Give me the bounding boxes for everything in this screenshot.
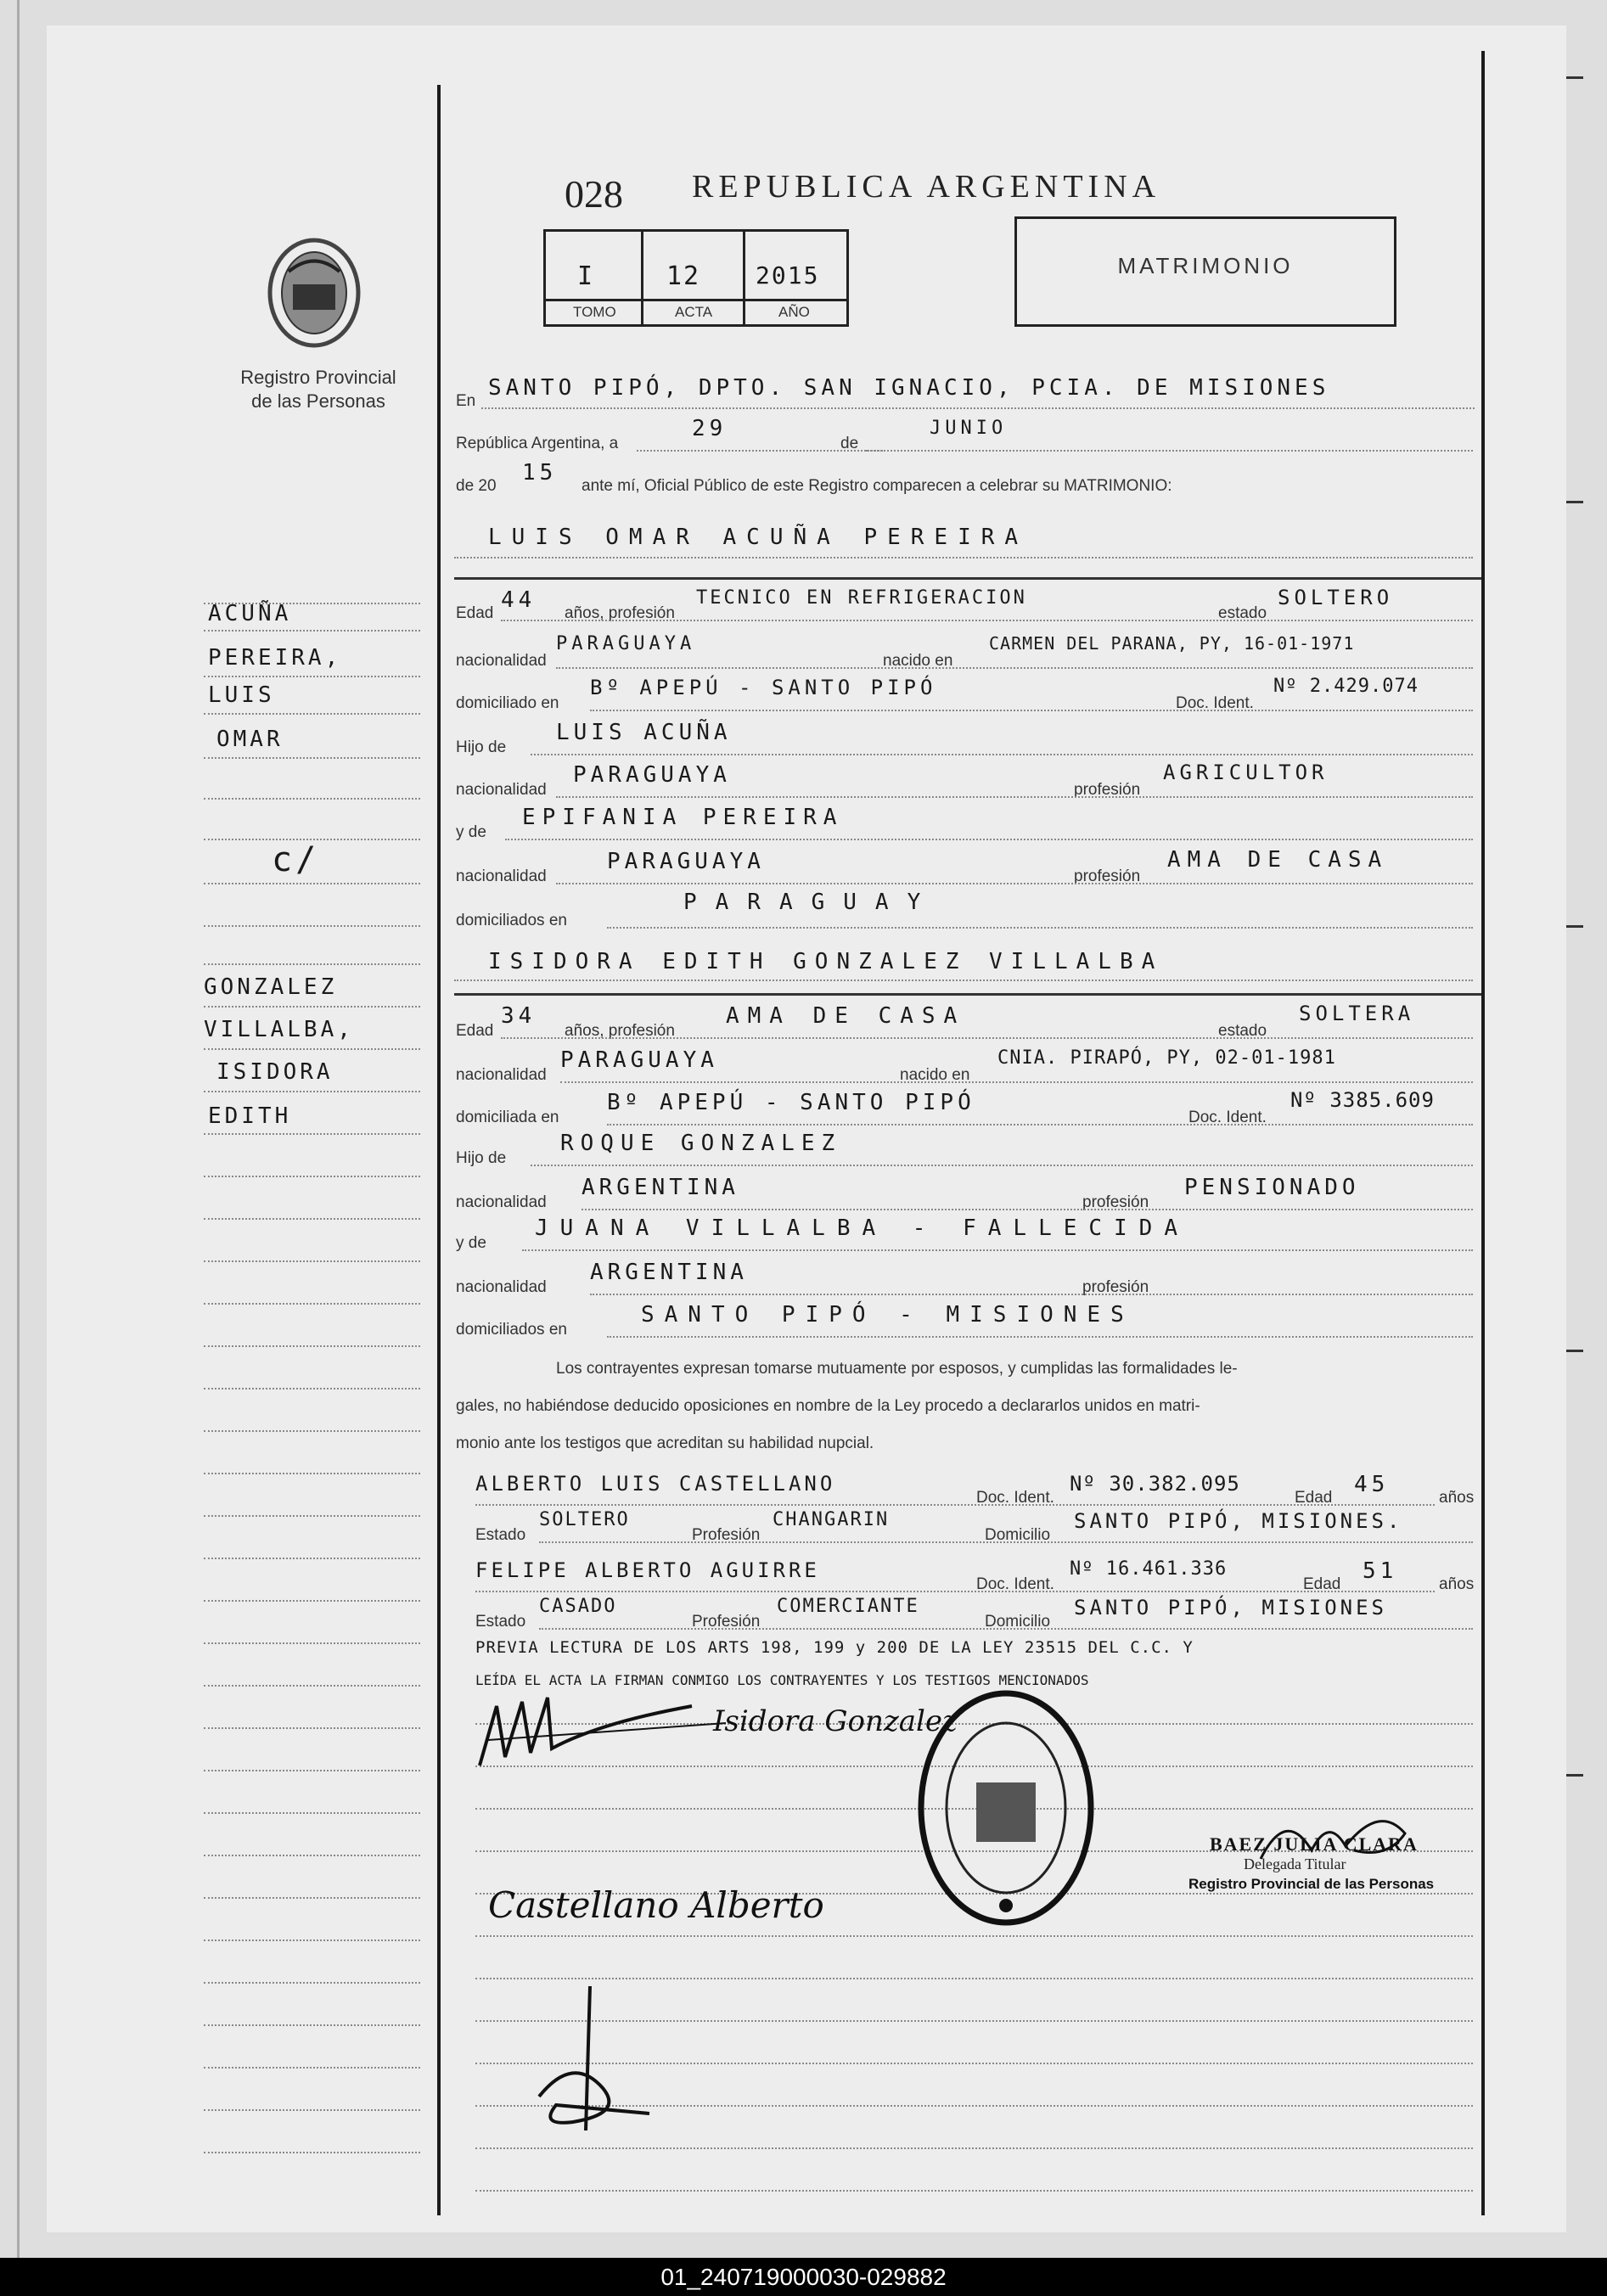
groom-domiciliado-value: Bº APEPÚ - SANTO PIPÓ bbox=[590, 676, 937, 699]
registry-name-line1: Registro Provincial bbox=[240, 367, 396, 388]
margin-groom-line1: ACUÑA bbox=[208, 601, 292, 626]
bride-doc-value: Nº 3385.609 bbox=[1290, 1088, 1435, 1112]
bride-nacionalidad-value: PARAGUAYA bbox=[560, 1047, 718, 1073]
witness2-name: FELIPE ALBERTO AGUIRRE bbox=[475, 1558, 820, 1582]
groom-nacido-value: CARMEN DEL PARANA, PY, 16-01-1971 bbox=[989, 633, 1355, 654]
bride-father-nac-label: nacionalidad bbox=[456, 1193, 547, 1211]
groom-father-prof: AGRICULTOR bbox=[1163, 761, 1329, 784]
witness2-domicilio-value: SANTO PIPÓ, MISIONES bbox=[1074, 1596, 1387, 1620]
box-divider bbox=[543, 299, 849, 301]
groom-father-nac: PARAGUAYA bbox=[573, 762, 731, 788]
row-line bbox=[531, 754, 1473, 755]
groom-yde-label: y de bbox=[456, 823, 486, 841]
bride-domiciliado-label: domiciliada en bbox=[456, 1109, 559, 1126]
bride-father-prof: PENSIONADO bbox=[1184, 1175, 1360, 1200]
row-line bbox=[501, 620, 1473, 621]
witness1-doc-label: Doc. Ident. bbox=[976, 1489, 1054, 1507]
groom-mother-nac-label: nacionalidad bbox=[456, 867, 547, 885]
witness2-profesion-value: COMERCIANTE bbox=[777, 1596, 919, 1617]
bride-hijo-label: Hijo de bbox=[456, 1149, 507, 1167]
bride-yde-label: y de bbox=[456, 1234, 486, 1252]
groom-mother-prof: AMA DE CASA bbox=[1167, 847, 1389, 873]
witness2-anos-label: años bbox=[1439, 1575, 1475, 1593]
row-line bbox=[607, 1124, 1473, 1126]
groom-edad-value: 44 bbox=[501, 587, 537, 613]
bride-father-name: ROQUE GONZALEZ bbox=[560, 1131, 842, 1156]
groom-doc-label: Doc. Ident. bbox=[1176, 694, 1254, 712]
witness2-estado-value: CASADO bbox=[539, 1596, 617, 1617]
official-seal-stamp-icon bbox=[913, 1681, 1099, 1935]
groom-mother-prof-label: profesión bbox=[1074, 867, 1141, 885]
en-label: En bbox=[456, 392, 476, 410]
row-line bbox=[505, 839, 1473, 840]
bride-nacionalidad-label: nacionalidad bbox=[456, 1066, 547, 1084]
record-type: MATRIMONIO bbox=[1117, 253, 1294, 278]
acta-value: 12 bbox=[666, 261, 701, 291]
margin-bride-line2: VILLALBA, bbox=[204, 1017, 354, 1042]
witness1-domicilio-label: Domicilio bbox=[985, 1526, 1051, 1544]
row-line bbox=[501, 1037, 1473, 1039]
bride-domiciliado-value: Bº APEPÚ - SANTO PIPÓ bbox=[607, 1090, 975, 1115]
en-line bbox=[481, 407, 1475, 409]
groom-hijo-label: Hijo de bbox=[456, 738, 507, 756]
bride-doc-label: Doc. Ident. bbox=[1188, 1109, 1267, 1126]
row-line bbox=[556, 667, 1473, 669]
scan-filename: 01_240719000030-029882 bbox=[0, 2258, 1607, 2296]
groom-nacionalidad-label: nacionalidad bbox=[456, 652, 547, 670]
official-signature-icon bbox=[1252, 1799, 1422, 1876]
month-line bbox=[866, 450, 1473, 452]
row-line bbox=[560, 1081, 1473, 1083]
witness1-domicilio-value: SANTO PIPÓ, MISIONES. bbox=[1074, 1509, 1403, 1533]
witness2-edad-value: 51 bbox=[1363, 1558, 1398, 1584]
witness1-estado-value: SOLTERO bbox=[539, 1509, 630, 1530]
section-divider bbox=[454, 993, 1481, 996]
witness2-doc-label: Doc. Ident. bbox=[976, 1575, 1054, 1593]
bride-edad-label: Edad bbox=[456, 1022, 494, 1040]
name-line bbox=[454, 980, 1473, 981]
row-line bbox=[475, 1504, 1435, 1506]
groom-full-name: LUIS OMAR ACUÑA PEREIRA bbox=[488, 525, 1029, 550]
witness1-estado-label: Estado bbox=[475, 1526, 526, 1544]
witness2-signature-icon bbox=[522, 1978, 675, 2147]
groom-edad-label: Edad bbox=[456, 604, 494, 622]
day-value: 29 bbox=[692, 416, 728, 441]
row-line bbox=[590, 1294, 1473, 1295]
margin-bride-line4: EDITH bbox=[208, 1103, 292, 1129]
witness2-profesion-label: Profesión bbox=[692, 1613, 761, 1631]
box-divider bbox=[743, 229, 745, 327]
row-line bbox=[539, 1541, 1473, 1543]
witness2-edad-label: Edad bbox=[1303, 1575, 1341, 1593]
groom-nacionalidad-value: PARAGUAYA bbox=[556, 633, 696, 654]
place-value: SANTO PIPÓ, DPTO. SAN IGNACIO, PCIA. DE MISIONES bbox=[488, 375, 1330, 401]
groom-signature-icon bbox=[471, 1689, 743, 1782]
groom-estado-label: estado bbox=[1218, 604, 1267, 622]
row-line bbox=[475, 1591, 1435, 1592]
closing-line2: LEÍDA EL ACTA LA FIRMAN CONMIGO LOS CONTRAYENTES Y LOS TESTIGOS MENCIONADOS bbox=[475, 1672, 1089, 1688]
intro-text: ante mí, Oficial Público de este Registro comparecen a celebrar su MATRIMONIO: bbox=[582, 477, 1172, 495]
groom-mother-nac: PARAGUAYA bbox=[607, 849, 765, 874]
registry-name-line2: de las Personas bbox=[251, 390, 385, 412]
bride-full-name: ISIDORA EDITH GONZALEZ VILLALBA bbox=[488, 949, 1164, 974]
name-line bbox=[454, 557, 1473, 559]
republica-label: República Argentina, a bbox=[456, 435, 619, 452]
witness2-estado-label: Estado bbox=[475, 1613, 526, 1631]
bride-profesion-value: AMA DE CASA bbox=[726, 1003, 966, 1029]
declaration-line3: monio ante los testigos que acreditan su habilidad nupcial. bbox=[456, 1434, 874, 1452]
margin-bride-line1: GONZALEZ bbox=[204, 974, 338, 1000]
row-line bbox=[590, 710, 1473, 711]
groom-estado-value: SOLTERO bbox=[1278, 586, 1394, 609]
box-divider bbox=[641, 229, 643, 327]
witness1-anos-label: años bbox=[1439, 1489, 1475, 1507]
groom-parents-dom: PARAGUAY bbox=[683, 890, 940, 915]
year-label: de 20 bbox=[456, 477, 497, 495]
country-title: REPUBLICA ARGENTINA bbox=[692, 169, 1161, 205]
margin-groom-line2: PEREIRA, bbox=[208, 645, 342, 671]
row-line bbox=[531, 1165, 1473, 1166]
witness1-edad-value: 45 bbox=[1354, 1472, 1390, 1497]
margin-bride-line3: ISIDORA bbox=[216, 1059, 334, 1085]
row-line bbox=[582, 1209, 1473, 1210]
month-value: JUNIO bbox=[930, 418, 1008, 439]
witness1-profesion-value: CHANGARIN bbox=[773, 1509, 890, 1530]
provincial-seal-icon bbox=[263, 233, 365, 352]
bride-nacido-value: CNIA. PIRAPÓ, PY, 02-01-1981 bbox=[997, 1047, 1336, 1069]
de-label: de bbox=[840, 435, 859, 452]
bride-estado-label: estado bbox=[1218, 1022, 1267, 1040]
groom-parents-dom-label: domiciliados en bbox=[456, 912, 567, 929]
row-line bbox=[522, 1249, 1473, 1251]
record-number: 028 bbox=[565, 172, 623, 216]
closing-line1: PREVIA LECTURA DE LOS ARTS 198, 199 y 200 DE LA LEY 23515 DEL C.C. Y bbox=[475, 1638, 1194, 1657]
anio-value: 2015 bbox=[756, 261, 820, 289]
bride-edad-value: 34 bbox=[501, 1003, 537, 1029]
bride-mother-nac: ARGENTINA bbox=[590, 1260, 748, 1285]
witness2-doc-value: Nº 16.461.336 bbox=[1070, 1558, 1228, 1580]
acta-label: ACTA bbox=[675, 304, 713, 320]
bride-father-nac: ARGENTINA bbox=[582, 1175, 739, 1200]
section-divider bbox=[454, 577, 1481, 580]
bride-profesion-label: años, profesión bbox=[565, 1022, 675, 1040]
official-org: Registro Provincial de las Personas bbox=[1188, 1876, 1435, 1892]
bride-mother-prof-label: profesión bbox=[1082, 1278, 1149, 1296]
groom-doc-value: Nº 2.429.074 bbox=[1273, 676, 1419, 697]
bride-parents-dom-label: domiciliados en bbox=[456, 1321, 567, 1339]
groom-mother-name: EPIFANIA PEREIRA bbox=[522, 805, 844, 830]
official-title: Delegada Titular bbox=[1244, 1855, 1346, 1872]
official-name: BAEZ JULIA CLARA bbox=[1210, 1833, 1419, 1855]
groom-profesion-value: TECNICO EN REFRIGERACION bbox=[696, 587, 1027, 609]
groom-father-name: LUIS ACUÑA bbox=[556, 720, 732, 745]
row-line bbox=[556, 796, 1473, 798]
witness1-name: ALBERTO LUIS CASTELLANO bbox=[475, 1472, 836, 1496]
bride-mother-nac-label: nacionalidad bbox=[456, 1278, 547, 1296]
groom-profesion-label: años, profesión bbox=[565, 604, 675, 622]
witness1-doc-value: Nº 30.382.095 bbox=[1070, 1472, 1240, 1496]
row-line bbox=[556, 883, 1473, 884]
groom-nacido-label: nacido en bbox=[883, 652, 953, 670]
witness1-profesion-label: Profesión bbox=[692, 1526, 761, 1544]
tomo-value: I bbox=[577, 261, 598, 291]
binder-edge bbox=[17, 0, 20, 2258]
anio-label: AÑO bbox=[778, 304, 810, 320]
row-line bbox=[539, 1628, 1473, 1630]
bride-signature: Isidora Gonzalez bbox=[713, 1704, 958, 1738]
witness1-signature: Castellano Alberto bbox=[488, 1884, 824, 1926]
witness2-domicilio-label: Domicilio bbox=[985, 1613, 1051, 1631]
row-line bbox=[607, 1336, 1473, 1338]
tomo-label: TOMO bbox=[573, 304, 616, 320]
groom-father-nac-label: nacionalidad bbox=[456, 781, 547, 799]
declaration-line1: Los contrayentes expresan tomarse mutuamente por esposos, y cumplidas las formalidades le- bbox=[556, 1360, 1238, 1378]
declaration-line2: gales, no habiéndose deducido oposiciones en nombre de la Ley procedo a declararlos unidos en matri- bbox=[456, 1397, 1200, 1415]
bride-father-prof-label: profesión bbox=[1082, 1193, 1149, 1211]
margin-conjunction: c/ bbox=[272, 840, 320, 879]
bride-nacido-label: nacido en bbox=[900, 1066, 970, 1084]
bride-estado-value: SOLTERA bbox=[1299, 1002, 1415, 1025]
register-page bbox=[47, 25, 1566, 2232]
margin-groom-line4: OMAR bbox=[216, 727, 284, 752]
witness1-edad-label: Edad bbox=[1295, 1489, 1333, 1507]
left-column-rule bbox=[437, 85, 441, 2215]
right-border-rule bbox=[1481, 51, 1485, 2215]
bride-mother-name: JUANA VILLALBA - FALLECIDA bbox=[535, 1215, 1189, 1241]
groom-father-prof-label: profesión bbox=[1074, 781, 1141, 799]
groom-domiciliado-label: domiciliado en bbox=[456, 694, 559, 712]
row-line bbox=[607, 927, 1473, 929]
year-value: 15 bbox=[522, 460, 558, 486]
bride-parents-dom: SANTO PIPÓ - MISIONES bbox=[641, 1302, 1134, 1328]
margin-groom-line3: LUIS bbox=[208, 682, 275, 708]
